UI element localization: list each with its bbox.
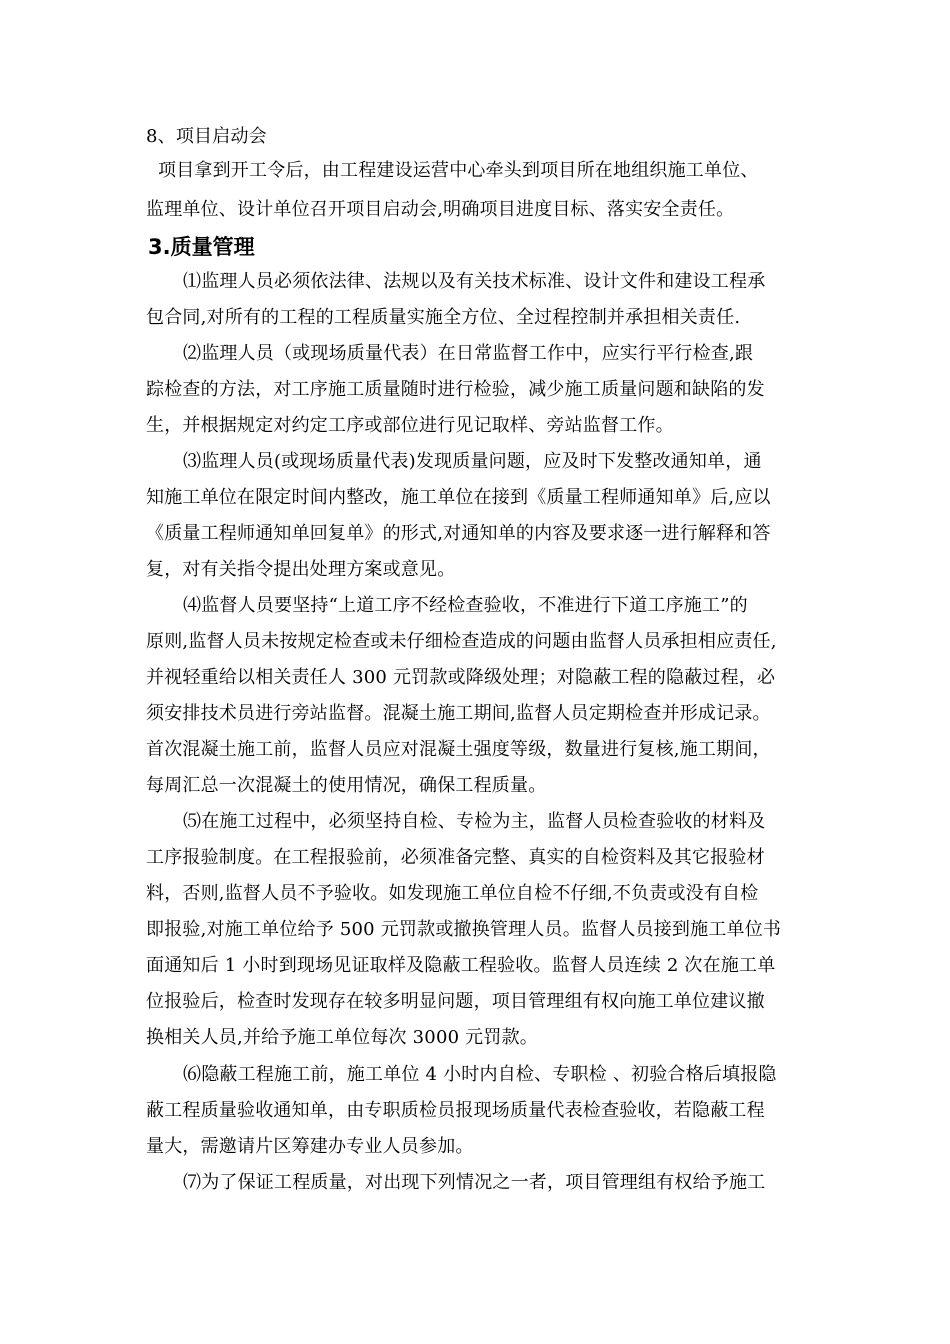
paragraph-line: 《质量工程师通知单回复单》的形式,对通知单的内容及要求逐一进行解释和答	[146, 523, 771, 544]
paragraph-line: 工序报验制度。在工程报验前，必须准备完整、真实的自检资料及其它报验材	[146, 847, 765, 868]
paragraph-line: 即报验,对施工单位给予 500 元罚款或撤换管理人员。监督人员接到施工单位书	[146, 919, 782, 940]
paragraph-line: 须安排技术员进行旁站监督。混凝土施工期间,监督人员定期检查并形成记录。	[146, 703, 771, 724]
paragraph-line: 换相关人员,并给予施工单位每次 3000 元罚款。	[146, 1027, 538, 1048]
section-3-heading: 3.质量管理	[148, 235, 255, 259]
section-8-line: 项目拿到开工令后，由工程建设运营中心牵头到项目所在地组织施工单位、	[158, 160, 759, 181]
paragraph-line: ⑶监理人员(或现场质量代表)发现质量问题，应及时下发整改通知单，通	[183, 451, 762, 472]
paragraph-line: 原则,监督人员未按规定检查或未仔细检查造成的问题由监督人员承担相应责任,	[146, 631, 777, 652]
paragraph-line: 首次混凝土施工前，监督人员应对混凝土强度等级，数量进行复核,施工期间，	[146, 739, 771, 760]
paragraph-line: 复，对有关指令提出处理方案或意见。	[146, 559, 456, 580]
paragraph-line: 料，否则,监督人员不予验收。如发现施工单位自检不仔细,不负责或没有自检	[146, 883, 759, 904]
paragraph-line: ⑵监理人员（或现场质量代表）在日常监督工作中，应实行平行检查,跟	[183, 343, 754, 364]
paragraph-line: 生，并根据规定对约定工序或部位进行见记取样、旁站监督工作。	[146, 415, 674, 436]
paragraph-line: ⑸在施工过程中，必须坚持自检、专检为主，监督人员检查验收的材料及	[183, 811, 766, 832]
paragraph-line: 知施工单位在限定时间内整改，施工单位在接到《质量工程师通知单》后,应以	[146, 487, 771, 508]
paragraph-line: 每周汇总一次混凝土的使用情况，确保工程质量。	[146, 775, 547, 796]
paragraph-line: 位报验后，检查时发现存在较多明显问题，项目管理组有权向施工单位建议撤	[146, 991, 765, 1012]
paragraph-line: 并视轻重给以相关责任人 300 元罚款或降级处理；对隐蔽工程的隐蔽过程，必	[146, 667, 776, 688]
section-8-line: 监理单位、设计单位召开项目启动会,明确项目进度目标、落实安全责任。	[146, 199, 735, 220]
section-8-title: 8、项目启动会	[146, 126, 267, 147]
paragraph-line: ⑷监督人员要坚持“上道工序不经检查验收，不准进行下道工序施工”的	[183, 595, 748, 616]
paragraph-line: 踪检查的方法，对工序施工质量随时进行检验，减少施工质量问题和缺陷的发	[146, 379, 765, 400]
paragraph-line: 量大，需邀请片区筹建办专业人员参加。	[146, 1136, 474, 1157]
paragraph-line: 包合同,对所有的工程的工程质量实施全方位、全过程控制并承担相关责任.	[146, 307, 741, 328]
paragraph-line: 蔽工程质量验收通知单，由专职质检员报现场质量代表检查验收，若隐蔽工程	[146, 1100, 765, 1121]
paragraph-line: ⑴监理人员必须依法律、法规以及有关技术标准、设计文件和建设工程承	[183, 271, 766, 292]
paragraph-line: 面通知后 1 小时到现场见证取样及隐蔽工程验收。监督人员连续 2 次在施工单	[146, 955, 776, 976]
paragraph-line: ⑺为了保证工程质量，对出现下列情况之一者，项目管理组有权给予施工	[183, 1172, 766, 1193]
paragraph-line: ⑹隐蔽工程施工前，施工单位 4 小时内自检、专职检 、初验合格后填报隐	[183, 1064, 777, 1085]
